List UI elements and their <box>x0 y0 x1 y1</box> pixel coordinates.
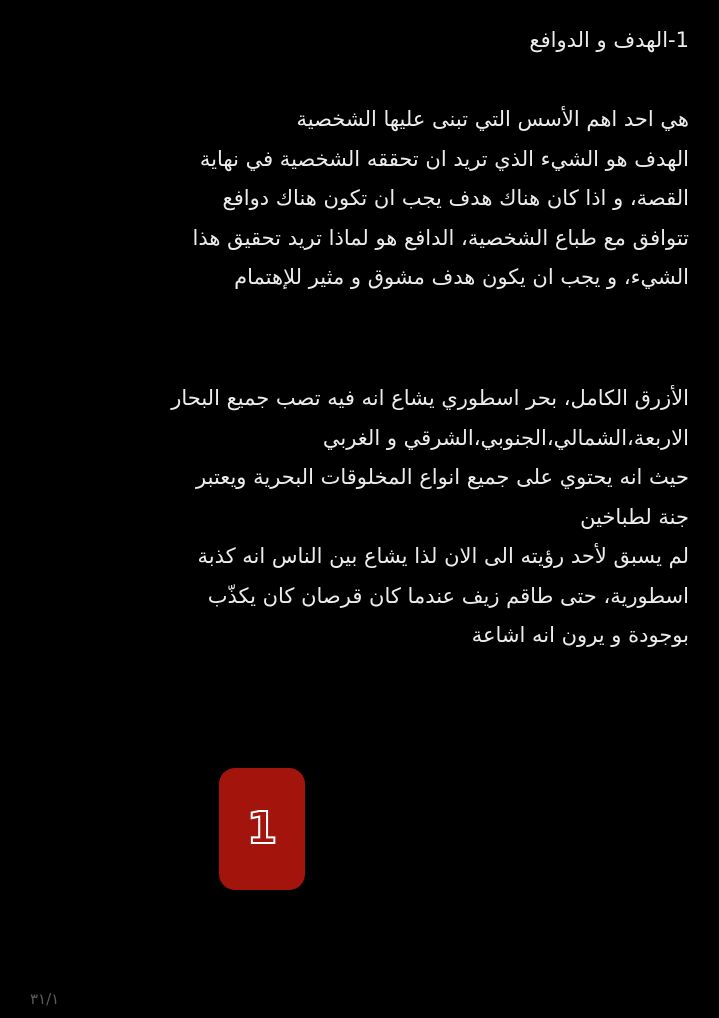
paragraph-goals-motives <box>49 100 689 298</box>
paragraph-line: تتوافق مع طباع الشخصية، الدافع هو لماذا تريد تحقيق هذا <box>192 225 689 250</box>
section-heading <box>49 21 689 61</box>
annotation-marker-number: 1 <box>246 803 278 854</box>
paragraph-line: الاربعة،الشمالي،الجنوبي،الشرقي و الغربي <box>322 425 689 450</box>
paragraph-line: اسطورية، حتى طاقم زيف عندما كان قرصان كان يكذّب <box>207 583 689 608</box>
paragraph-line: جنة لطباخين <box>580 504 689 529</box>
paragraph-line: بوجودة و يرون انه اشاعة <box>471 623 689 647</box>
heading-line: 1-الهدف و الدوافع <box>529 28 689 52</box>
annotation-marker <box>219 768 305 890</box>
page-counter: ٣١/١ <box>30 990 60 1008</box>
paragraph-line: الهدف هو الشيء الذي تريد ان تحققه الشخصية في نهاية <box>199 146 689 171</box>
paragraph-line: حيث انه يحتوي على جميع انواع المخلوقات البحرية ويعتبر <box>196 465 689 489</box>
paragraph-line: لم يسبق لأحد رؤيته الى الان لذا يشاع بين الناس انه كذبة <box>197 544 689 568</box>
paragraph-line: الشيء، و يجب ان يكون هدف مشوق و مثير للإهتمام <box>234 265 689 289</box>
paragraph-line: الأزرق الكامل، بحر اسطوري يشاع انه فيه تصب جميع البحار <box>171 386 689 410</box>
paragraph-line: القصة، و اذا كان هناك هدف يجب ان تكون هناك دوافع <box>222 186 689 210</box>
paragraph-line: هي احد اهم الأسس التي تبنى عليها الشخصية <box>296 107 689 131</box>
paragraph-all-blue <box>49 379 689 656</box>
